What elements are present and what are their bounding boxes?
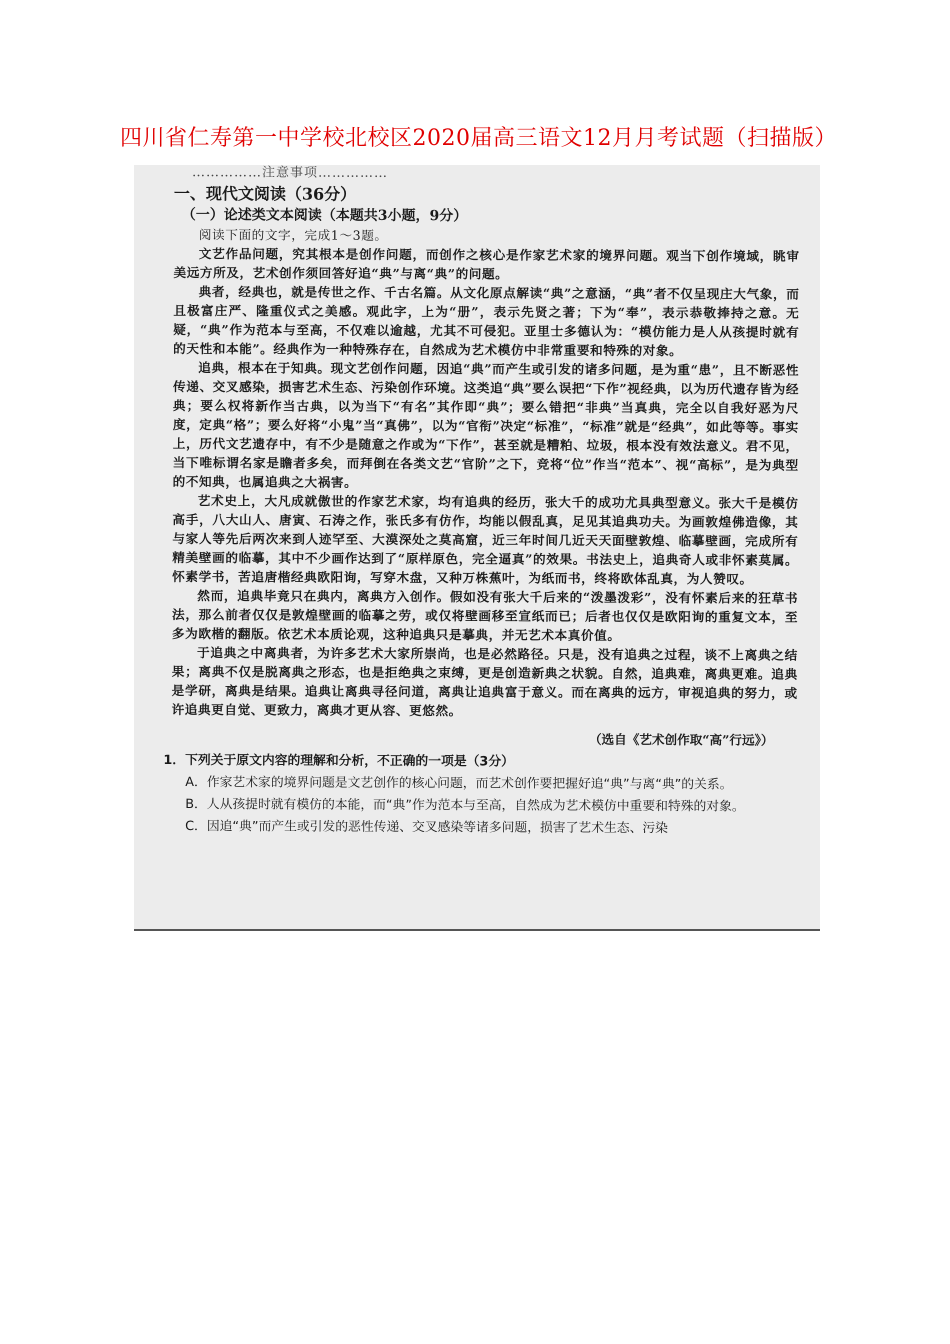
paragraph: 于追典之中离典者，为许多艺术大家所崇尚，也是必然路径。只是，没有追典之过程，谈不上离典之结果；离典不仅是脱离典之形态，也是拒绝典之束缚，更是创造新典之状貌。自然，追典难，离典更难。追典是学研，离典是结果。追典让离典寻径问道，离典让追典富于意义。而在离典的远方，审视追典的努力，或许追典更自觉、更致力，离典才更从容、更悠然。 (171, 645, 798, 719)
question-option: A．作家艺术家的境界问题是文艺创作的核心问题，而艺术创作要把握好追“典”与离“典”的关系。 (185, 775, 733, 793)
document-title: 四川省仁寿第一中学校北校区2020届高三语文12月月考试题（扫描版） (120, 126, 837, 151)
paragraph: 艺术史上，大凡成就傲世的作家艺术家，均有追典的经历，张大千的成功尤具典型意义。张大千是模仿高手，八大山人、唐寅、石涛之作，张氏多有仿作，均能以假乱真，足见其追典功夫。为画敦煌佛造像，其与家人等先后两次来到人迹罕至、大漠深处之莫高窟，近三年时间几近天天面壁敦煌、临摹壁画，完成所有精美壁画的临摹，其中不少画作达到了“原样原色，完全逼真”的效果。书法史上，追典奇人或非怀素莫属。怀素学书，苦追唐楷经典欧阳询，写穿木盘，又种万株蕉叶，为纸而书，终将欧体乱真，为人赞叹。 (172, 493, 799, 587)
question-option: B．人从孩提时就有模仿的本能，而“典”作为范本与至高，自然成为艺术模仿中重要和特殊的对象。 (185, 797, 745, 815)
reading-instruction: 阅读下面的文字，完成1～3题。 (198, 227, 388, 243)
scan-content (163, 165, 800, 840)
paragraph: 然而，追典毕竟只在典内，离典方入创作。假如没有张大千后来的“泼墨泼彩”，没有怀素后来的狂草书法，那么前者仅仅是敦煌壁画的临摹之劳，或仅将壁画移至宣纸而已；后者也仅仅是欧阳询的重复文本，至多为欧楷的翻版。依艺术本质论观，这种追典只是摹典，并无艺术本真价值。 (171, 588, 799, 643)
question-title: 1．下列关于原文内容的理解和分析，不正确的一项是（3分） (163, 752, 514, 770)
subsection-heading: （一）论述类文本阅读（本题共3小题，9分） (181, 207, 468, 225)
source-citation: （选自《艺术创作取“高”行远》） (588, 731, 774, 748)
paragraph: 文艺作品问题，究其根本是创作问题，而创作之核心是作家艺术家的境界问题。观当下创作境域，眺审美远方所及，艺术创作须回答好追“典”与离“典”的问题。 (173, 246, 800, 282)
question-option: C．因追“典”而产生或引发的恶性传递、交叉感染等诸多问题，损害了艺术生态、污染 (185, 819, 669, 837)
scan-bottom-edge (134, 929, 820, 931)
paragraph: 追典，根本在于知典。现文艺创作问题，因追“典”而产生或引发的诸多问题，是为重“患”，且不断恶性传递、交叉感染，损害艺术生态、污染创作环境。这类追“典”要么误把“下作”视经典，以为历代遗存皆为经典；要么权将新作当古典，以为当下“有名”其作即“典”；要么错把“非典”当真典，完全以自我好恶为尺度，定典“格”；要么好将“小鬼”当“真佛”，以为“官衔”决定“标准”，“标准”就是“经典”，如此等等。事实上，历代文艺遗存中，有不少是随意之作或为“下作”，甚至就是糟粕、垃圾，根本没有效法意义。君不见，当下唯标谓名家是瞻者多矣，而拜倒在各类文艺“官阶”之下，竞将“位”作当“范本”、视“高标”，是为典型的不知典，也属追典之大祸害。 (172, 360, 800, 490)
cutoff-line: ……………注意事项…………… (191, 165, 389, 181)
scanned-exam-page (134, 165, 820, 930)
paragraph: 典者，经典也，就是传世之作、千古名篇。从文化原点解读“典”之意涵，“典”者不仅呈现庄大气象，而且极富庄严、隆重仪式之美感。观此字，上为“册”，表示先贤之著；下为“奉”，表示恭敬捧持之意。无疑，“典”作为范本与至高，不仅难以逾越，尤其不可侵犯。亚里士多德认为：“模仿能力是人从孩提时就有的天性和本能”。经典作为一种特殊存在，自然成为艺术模仿中非常重要和特殊的对象。 (173, 284, 800, 359)
section-heading: 一、现代文阅读（36分） (173, 183, 357, 204)
